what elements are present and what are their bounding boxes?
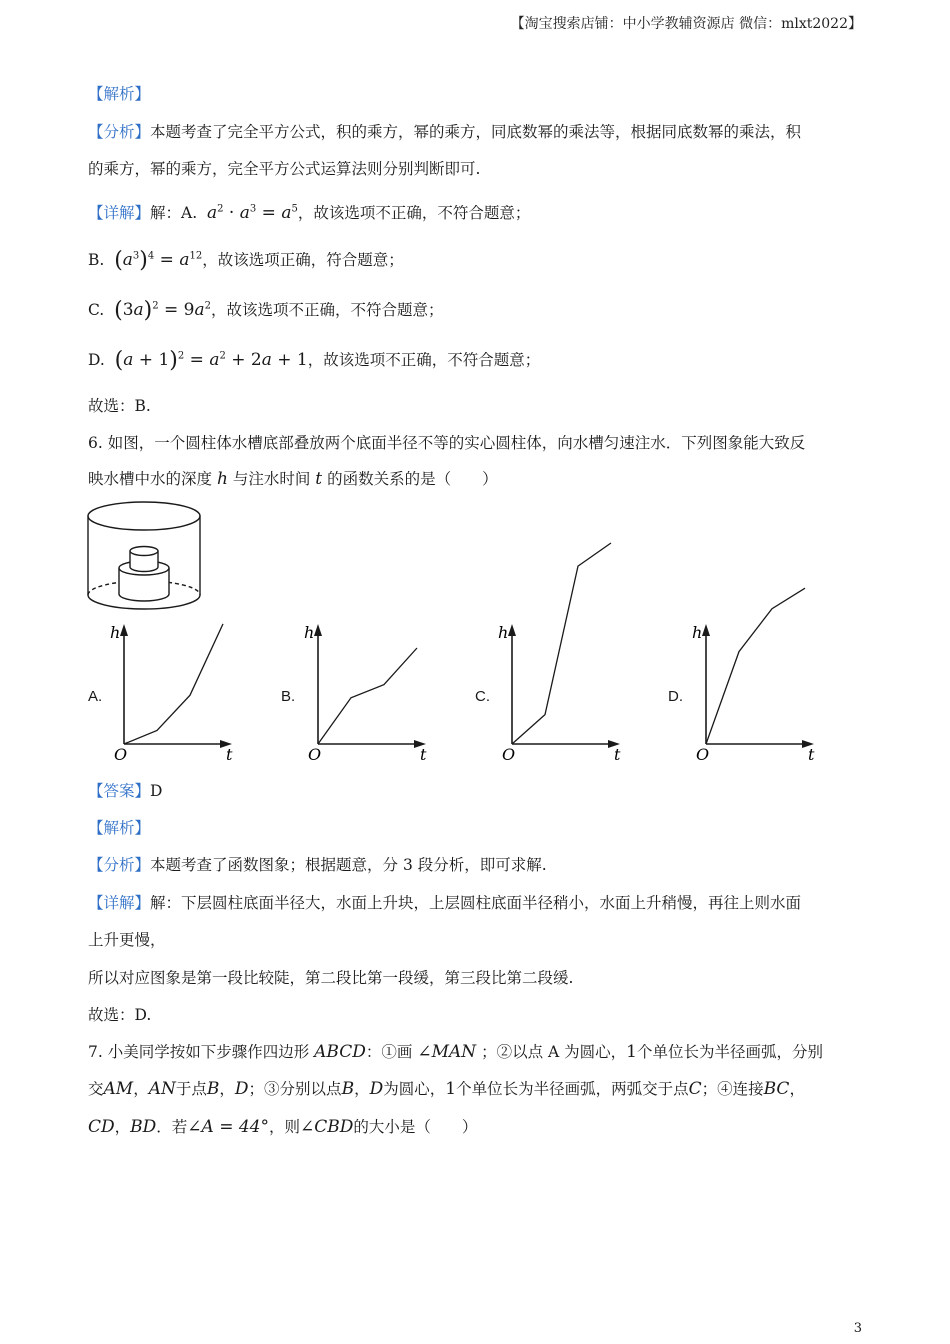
q6-answer-line: [88, 779, 162, 801]
h-axis-arrow-icon: [314, 624, 322, 636]
origin-label: O: [502, 745, 516, 764]
q7-text-2b: 于点: [175, 1080, 207, 1098]
q6-stem-part-c: 的函数关系的是（ ）: [327, 470, 498, 488]
q6-var-t: t: [315, 469, 323, 489]
q6-stem-part-a: 映水槽中水的深度: [88, 470, 213, 488]
q5-formula-b: $(a^3)^4 = a^{12}$: [114, 248, 203, 273]
graph-c: [498, 620, 628, 764]
q6-stem-part-b: 与注水时间: [232, 470, 311, 488]
q6-fenxi-tag: 【分析】: [88, 856, 151, 874]
q5-fenxi-line2: 的乘方，幂的乘方，完全平方公式运算法则分别判断即可.: [88, 160, 481, 178]
q5-c-comment: ，故该选项不正确，不符合题意；: [211, 301, 444, 319]
q7-text-2a: 交: [88, 1080, 104, 1098]
q5-formula-a: $a^2 \cdot a^3 = a^5$: [207, 203, 298, 223]
q5-xiangjie-a: [88, 201, 530, 223]
q5-option-c: [88, 298, 444, 323]
q7-comma-3: ，: [354, 1080, 370, 1098]
graph-b: [304, 620, 434, 764]
q7-seg-an: AN: [148, 1079, 176, 1099]
q5-b-label: B.: [88, 251, 105, 269]
q7-one-1: 1: [626, 1042, 637, 1062]
q7-comma-4: ，: [789, 1080, 805, 1098]
q7-point-b2: B: [341, 1079, 355, 1099]
q7-angle-a: ∠A = 44°: [187, 1117, 270, 1137]
q6-xiangjie-text1: 解：下层圆柱底面半径大，水面上升块，上层圆柱底面半径稍小，水面上升稍慢，再往上则水面: [150, 894, 802, 912]
q6-xiangjie-line1: [88, 891, 801, 913]
q6-xiangjie-tag: 【详解】: [88, 894, 151, 912]
graph-a: [110, 620, 240, 764]
q5-d-comment: ，故该选项不正确，不符合题意；: [307, 351, 541, 369]
water-depth-curve: [124, 624, 223, 744]
q6-stem-line2: [88, 467, 498, 489]
h-axis-label: h: [304, 623, 315, 642]
q5-jiexi-tag: 【解析】: [88, 85, 151, 103]
page-header: 【淘宝搜索店铺：中小学教辅资源店 微信：mlxt2022】: [510, 16, 862, 32]
q5-fenxi-line1: [88, 120, 801, 142]
q7-text-2d: 为圆心，: [383, 1080, 446, 1098]
q7-text-1b: ：①画: [365, 1043, 413, 1061]
t-axis-label: t: [420, 745, 427, 764]
q7-text-2c: ；③分别以点: [248, 1080, 342, 1098]
h-axis-arrow-icon: [120, 624, 128, 636]
q5-choice: 故选：B.: [88, 397, 151, 415]
h-axis-label: h: [692, 623, 703, 642]
q6-answer: D: [150, 782, 163, 800]
q7-seg-bd: BD: [130, 1117, 157, 1137]
q6-xiangjie-line3: 所以对应图象是第一段比较陡，第二段比第一段缓，第三段比第二段缓.: [88, 969, 574, 987]
q7-point-b1: B: [206, 1079, 220, 1099]
q5-c-label: C.: [88, 301, 105, 319]
q7-seg-bc: BC: [763, 1079, 790, 1099]
q5-xiangjie-prefix: 解：A.: [150, 204, 198, 222]
q7-comma-5: ，: [114, 1118, 131, 1136]
q6-stem-line1: 6. 如图，一个圆柱体水槽底部叠放两个底面半径不等的实心圆柱体，向水槽匀速注水．下列图象能大致反: [88, 434, 806, 452]
option-c-label[interactable]: C.: [475, 688, 490, 705]
q7-point-d2: D: [369, 1079, 384, 1099]
cylinder-tank-figure: [86, 500, 206, 618]
q5-xiangjie-tag: 【详解】: [88, 204, 151, 222]
q7-line3: [88, 1115, 477, 1137]
q6-choice: 故选：D.: [88, 1006, 152, 1024]
q7-seg-am: AM: [103, 1079, 134, 1099]
option-d-label[interactable]: D.: [668, 688, 683, 705]
q5-b-comment: ，故该选项正确，符合题意；: [202, 251, 404, 269]
q7-text-3b: ，则: [269, 1118, 301, 1136]
q7-text-2f: ；④连接: [701, 1080, 764, 1098]
t-axis-label: t: [614, 745, 621, 764]
q5-fenxi-tag: 【分析】: [88, 123, 151, 141]
q7-line1: [88, 1040, 823, 1062]
h-axis-arrow-icon: [508, 624, 516, 636]
q6-jiexi-tag: 【解析】: [88, 819, 151, 837]
q7-line2: [88, 1077, 805, 1099]
q7-text-1c: ；②以点 A 为圆心，: [481, 1043, 627, 1061]
tank-top-rim: [88, 502, 200, 530]
q7-quad-abcd: ABCD: [314, 1042, 366, 1062]
h-axis-arrow-icon: [702, 624, 710, 636]
h-axis-label: h: [110, 623, 121, 642]
q7-text-3c: 的大小是（ ）: [353, 1118, 478, 1136]
origin-label: O: [114, 745, 128, 764]
q5-formula-c: $(3a)^2 = 9a^2$: [114, 298, 212, 323]
q5-fenxi-text1: 本题考查了完全平方公式，积的乘方，幂的乘方，同底数幂的乘法等，根据同底数幂的乘法，积: [150, 123, 802, 141]
q7-angle-cbd: ∠CBD: [300, 1117, 354, 1137]
q7-angle-man: ∠MAN: [417, 1042, 477, 1062]
t-axis-label: t: [808, 745, 815, 764]
origin-label: O: [696, 745, 710, 764]
q5-option-d: [88, 348, 540, 373]
q5-d-label: D.: [88, 351, 105, 369]
water-depth-curve: [512, 543, 611, 744]
water-depth-curve: [318, 648, 417, 744]
q7-text-1a: 7. 小美同学按如下步骤作四边形: [88, 1043, 310, 1061]
q6-var-h: h: [216, 469, 228, 489]
option-a-label[interactable]: A.: [88, 688, 103, 705]
q7-one-2: 1: [445, 1079, 457, 1099]
q5-formula-d: $(a + 1)^2 = a^2 + 2a + 1$: [114, 348, 308, 373]
q7-point-c: C: [688, 1079, 702, 1099]
q7-point-d1: D: [234, 1079, 249, 1099]
q5-a-comment: ，故该选项不正确，不符合题意；: [297, 204, 531, 222]
q6-answer-tag: 【答案】: [88, 782, 151, 800]
q6-fenxi-line: [88, 853, 547, 875]
q7-text-1d: 个单位长为半径画弧，分别: [636, 1043, 823, 1061]
q7-comma-2: ，: [219, 1080, 235, 1098]
graph-d: [692, 620, 822, 764]
h-axis-label: h: [498, 623, 509, 642]
q7-seg-cd: CD: [88, 1117, 115, 1137]
q7-comma-1: ，: [133, 1080, 149, 1098]
q6-xiangjie-line2: 上升更慢，: [88, 931, 166, 949]
water-depth-curve: [706, 588, 805, 744]
q6-fenxi-text: 本题考查了函数图象；根据题意，分 3 段分析，即可求解.: [150, 856, 547, 874]
q7-text-3a: ．若: [156, 1118, 188, 1136]
q7-text-2e: 个单位长为半径画弧，两弧交于点: [456, 1080, 689, 1098]
page-number: 3: [853, 1321, 862, 1336]
origin-label: O: [308, 745, 322, 764]
upper-cylinder-top: [130, 547, 158, 556]
q5-option-b: [88, 248, 404, 273]
option-b-label[interactable]: B.: [281, 688, 296, 705]
t-axis-label: t: [226, 745, 233, 764]
